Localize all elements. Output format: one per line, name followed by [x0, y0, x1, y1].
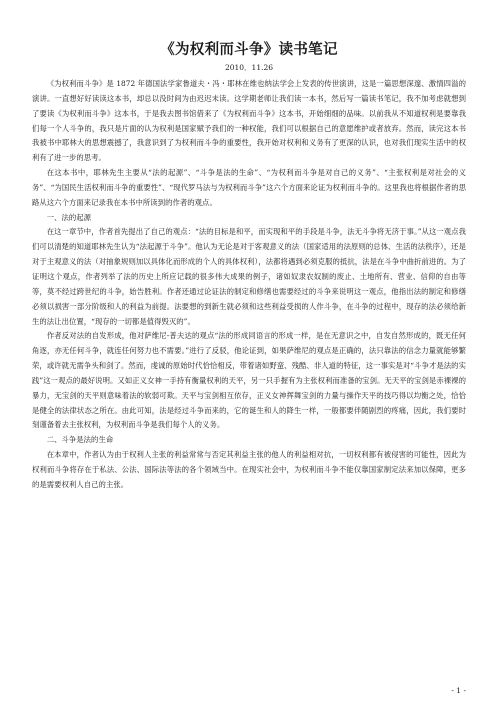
paragraph: 在这一章节中，作者首先提出了自己的观点：“法的目标是和平，而实现和平的手段是斗争，法无斗争将无济于事。”从这一观点我们可以清楚的知道耶林先生认为“法起源于斗争”。他认为无论是对于客观意义的法（国家适用的法原则的总体、生活的法秩序），还是对于主观意义的法（对抽象规则加以具体化而形成的个人的具体权利），法都将遇到必须克服的抵抗，法是在斗争中曲折前进的。为了证明这个观点，作者列举了法的历史上所应记载的很多伟大成果的例子，诸如奴隶农奴制的废止、土地所有、营业、信仰的自由等等，莫不经过跨世纪的斗争，始告胜利。作者还通过论证法的制定和修缮也需要经过的斗争来说明这一观点，他指出法的制定和修缮必须以损害一部分阶级和人的利益为前提。法要想的到新生就必须和这些利益受损的人作斗争，在斗争的过程中，现存的法必须给新生的法让出位置，“现存的一切都是值得毁灭的”。	[32, 227, 466, 326]
page-number: - 1 -	[451, 686, 466, 695]
paragraph: 在本章中，作者认为由于权利人主张的利益常常与否定其利益主张的他人的利益相对抗，一切权利都有被侵害的可能性，因此为权利而斗争将存在于私法、公法、国际法等法的各个领域当中。在现实社会中，为权利而斗争不能仅靠国家制定法来加以保障，更多的是需要权利人自己的主张。	[32, 450, 466, 489]
section-heading: 一、法的起源	[46, 212, 92, 222]
document-body	[32, 77, 466, 493]
paragraph: 作者反对法的自发形成，他对萨维尼-普夫达的观点“法的形成同语言的形成一样，是在无意识之中，自发自然形成的，既无任何角逐，亦无任何斗争，就连任何努力也不需要。”进行了反驳，他论证到，如果萨维尼的观点是正确的，法只靠法的信念力量就能够繁荣，或许就无需争头和剑了。然而，虔诚的原始时代恰恰相反，带着诸如野蛮、残酷、非人道的特征，这一事实是对“斗争才是法的实践”这一观点的最好说明。又如正义女神一手持有衡量权利的天平，另一只手握有为主张权利而准备的宝剑。无天平的宝剑是赤裸裸的暴力，无宝剑的天平则意味着法的软弱可欺。天平与宝剑相互依存，正义女神挥舞宝剑的力量与操作天平的技巧得以均衡之处，恰恰是健全的法律状态之所在。由此可知，法是经过斗争而来的，它的诞生和人的降生一样，一般都要伴随剧烈的疼痛，因此，我们要时刻谨备着去主张权利，为权利而斗争是我们每个人的义务。	[32, 331, 466, 430]
section-heading: 二、斗争是法的生命	[46, 435, 114, 445]
document-title: 《为权利而斗争》读书笔记	[160, 42, 338, 58]
document-date: 2010．11.26	[224, 63, 274, 72]
paragraph: 《为权利而斗争》是 1872 年德国法学家鲁道夫・冯・耶林在维也纳法学会上发表的传世演讲，这是一篇思想深邃、激情四溢的演讲。一直想好好读读这本书，却总以没时间为由迟迟未读。这学期老师让我们读一本书，然后写一篇读书笔记，我不加考虑就想到了要读《为权利而斗争》这本书，于是我去图书馆借来了《为权利而斗争》这本书，开始细细的品味。以前我从不知道权利是要靠我们每一个人斗争的，我只是片面的认为权利是国家赋予我们的一种权能，我们可以根据自己的意愿维护或者放弃。然而，读完这本书我被书中耶林大的思想震撼了，我意识到了为权利而斗争的重要性，我开始对权利和义务有了更深的认识，也对我们现实生活中的权利有了进一步的思考。	[32, 79, 466, 163]
paragraph: 在这本书中，耶林先生主要从“法的起源”、“斗争是法的生命”、“为权利而斗争是对自己的义务”、“主张权利是对社会的义务”、“为国民生活权利而斗争的重要性”、“现代罗马法与为权利而斗争”这六个方面来论证为权利而斗争的。这里我也将根据作者的思路从这六个方面来记录我在本书中所读到的作者的观点。	[32, 168, 466, 207]
